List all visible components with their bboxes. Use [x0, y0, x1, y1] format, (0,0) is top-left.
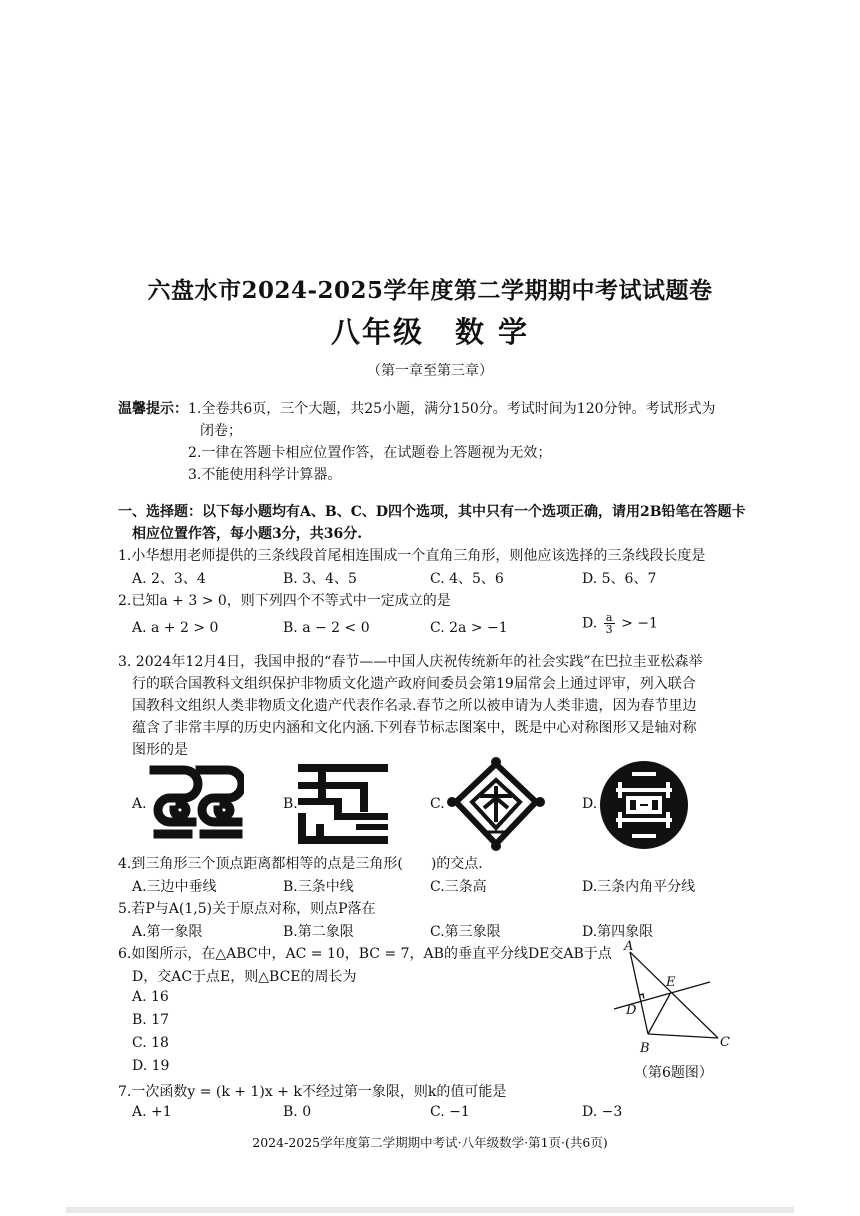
q2-option-c: C. 2a > −1: [430, 620, 508, 636]
q7-stem: 7.一次函数y = (k + 1)x + k不经过第一象限，则k的值可能是: [118, 1084, 507, 1100]
page-bottom-divider: [66, 1207, 794, 1213]
q6-option-d: D. 19: [132, 1058, 170, 1074]
section-heading: 一、选择题：以下每小题均有A、B、C、D四个选项，其中只有一个选项正确，请用2B铅笔在答题卡: [118, 504, 746, 520]
q7-option-a: A. +1: [132, 1104, 172, 1120]
notice-item-1-cont: 闭卷；: [200, 423, 242, 439]
q3-line-3: 国教科文组织人类非物质文化遗产代表作名录.春节之所以被申请为人类非遗，因为春节里边: [132, 698, 697, 714]
q6-label-d: D: [626, 1003, 637, 1018]
q6-line-1: 6.如图所示，在△ABC中，AC = 10，BC = 7，AB的垂直平分线DE交AB于点: [118, 946, 612, 962]
q5-option-c: C.第三象限: [430, 924, 501, 940]
q6-label-e: E: [666, 975, 676, 990]
q3-line-5: 图形的是: [132, 742, 188, 758]
exam-scope: （第一章至第三章）: [367, 363, 493, 379]
q4-option-d: D.三条内角平分线: [582, 879, 696, 895]
q1-option-a: A. 2、3、4: [132, 571, 206, 587]
q5-option-d: D.第四象限: [582, 924, 654, 940]
q4-option-b: B.三条中线: [283, 879, 354, 895]
q1-option-c: C. 4、5、6: [430, 571, 504, 587]
q4-stem: 4.到三角形三个顶点距离都相等的点是三角形( )的交点.: [118, 856, 483, 872]
notice-label: 温馨提示：: [118, 401, 188, 417]
q2-option-b: B. a − 2 < 0: [283, 620, 370, 636]
q7-option-d: D. −3: [582, 1104, 623, 1120]
q1-option-d: D. 5、6、7: [582, 571, 657, 587]
q4-option-c: C.三条高: [430, 879, 487, 895]
q2-option-d: [582, 612, 658, 635]
q3-pattern-d-round-seal-icon: [598, 760, 690, 850]
q3-option-a-label: A.: [132, 796, 147, 812]
q3-option-d-label: D.: [582, 796, 598, 812]
q2-option-d-suffix: > −1: [621, 615, 658, 632]
q3-line-4: 蕴含了非常丰厚的历史内涵和文化内涵.下列春节标志图案中，既是中心对称图形又是轴对称: [132, 720, 697, 736]
q2-option-d-prefix: D.: [582, 615, 598, 632]
q3-pattern-b-maze-icon: [298, 764, 388, 844]
q3-pattern-a-knot-icon: [148, 762, 244, 844]
q5-option-b: B.第二象限: [283, 924, 354, 940]
q3-line-1: 3. 2024年12月4日，我国申报的“春节——中国人庆祝传统新年的社会实践”在巴拉圭亚松森举: [118, 654, 703, 670]
q2-option-a: A. a + 2 > 0: [132, 620, 219, 636]
q1-stem: 1.小华想用老师提供的三条线段首尾相连围成一个直角三角形，则他应该选择的三条线段长度是: [118, 548, 706, 564]
exam-subject: 八年级 数 学: [330, 315, 530, 349]
q6-label-b: B: [640, 1041, 650, 1056]
notice-item-1: 1.全卷共6页，三个大题，共25小题，满分150分。考试时间为120分钟。考试形式为: [188, 401, 716, 417]
q2-fraction-denominator: 3: [605, 623, 613, 636]
q2-fraction-numerator: a: [604, 612, 615, 624]
q6-label-c: C: [720, 1035, 730, 1050]
q3-option-b-label: B.: [283, 796, 298, 812]
q7-option-b: B. 0: [283, 1104, 312, 1120]
q7-option-c: C. −1: [430, 1104, 470, 1120]
notice-item-2: 2.一律在答题卡相应位置作答，在试题卷上答题视为无效；: [188, 445, 552, 461]
q4-option-a: A.三边中垂线: [132, 879, 217, 895]
section-heading-cont: 相应位置作答，每小题3分，共36分.: [132, 526, 363, 542]
q6-line-2: D，交AC于点E，则△BCE的周长为: [132, 969, 357, 985]
q5-stem: 5.若P与A(1,5)关于原点对称，则点P落在: [118, 901, 376, 917]
q3-option-c-label: C.: [430, 796, 445, 812]
q2-option-d-fraction: [604, 612, 615, 635]
q6-option-c: C. 18: [132, 1035, 169, 1051]
q1-option-b: B. 3、4、5: [283, 571, 357, 587]
page-footer: 2024-2025学年度第二学期期中考试·八年级数学·第1页·(共6页): [252, 1135, 608, 1150]
q3-line-2: 行的联合国教科文组织保护非物质文化遗产政府间委员会第19届常会上通过评审，列入联合: [132, 676, 696, 692]
exam-title: 六盘水市2024-2025学年度第二学期期中考试试题卷: [147, 277, 713, 304]
q5-option-a: A.第一象限: [132, 924, 203, 940]
q6-triangle-figure: [606, 938, 746, 1060]
q6-option-b: B. 17: [132, 1012, 170, 1028]
q6-option-a: A. 16: [132, 989, 169, 1005]
q6-label-a: A: [624, 939, 634, 954]
q2-stem: 2.已知a + 3 > 0，则下列四个不等式中一定成立的是: [118, 593, 451, 609]
q3-pattern-c-diamond-icon: [446, 756, 546, 852]
notice-item-3: 3.不能使用科学计算器。: [188, 467, 342, 483]
q6-figure-caption: （第6题图）: [634, 1065, 713, 1081]
